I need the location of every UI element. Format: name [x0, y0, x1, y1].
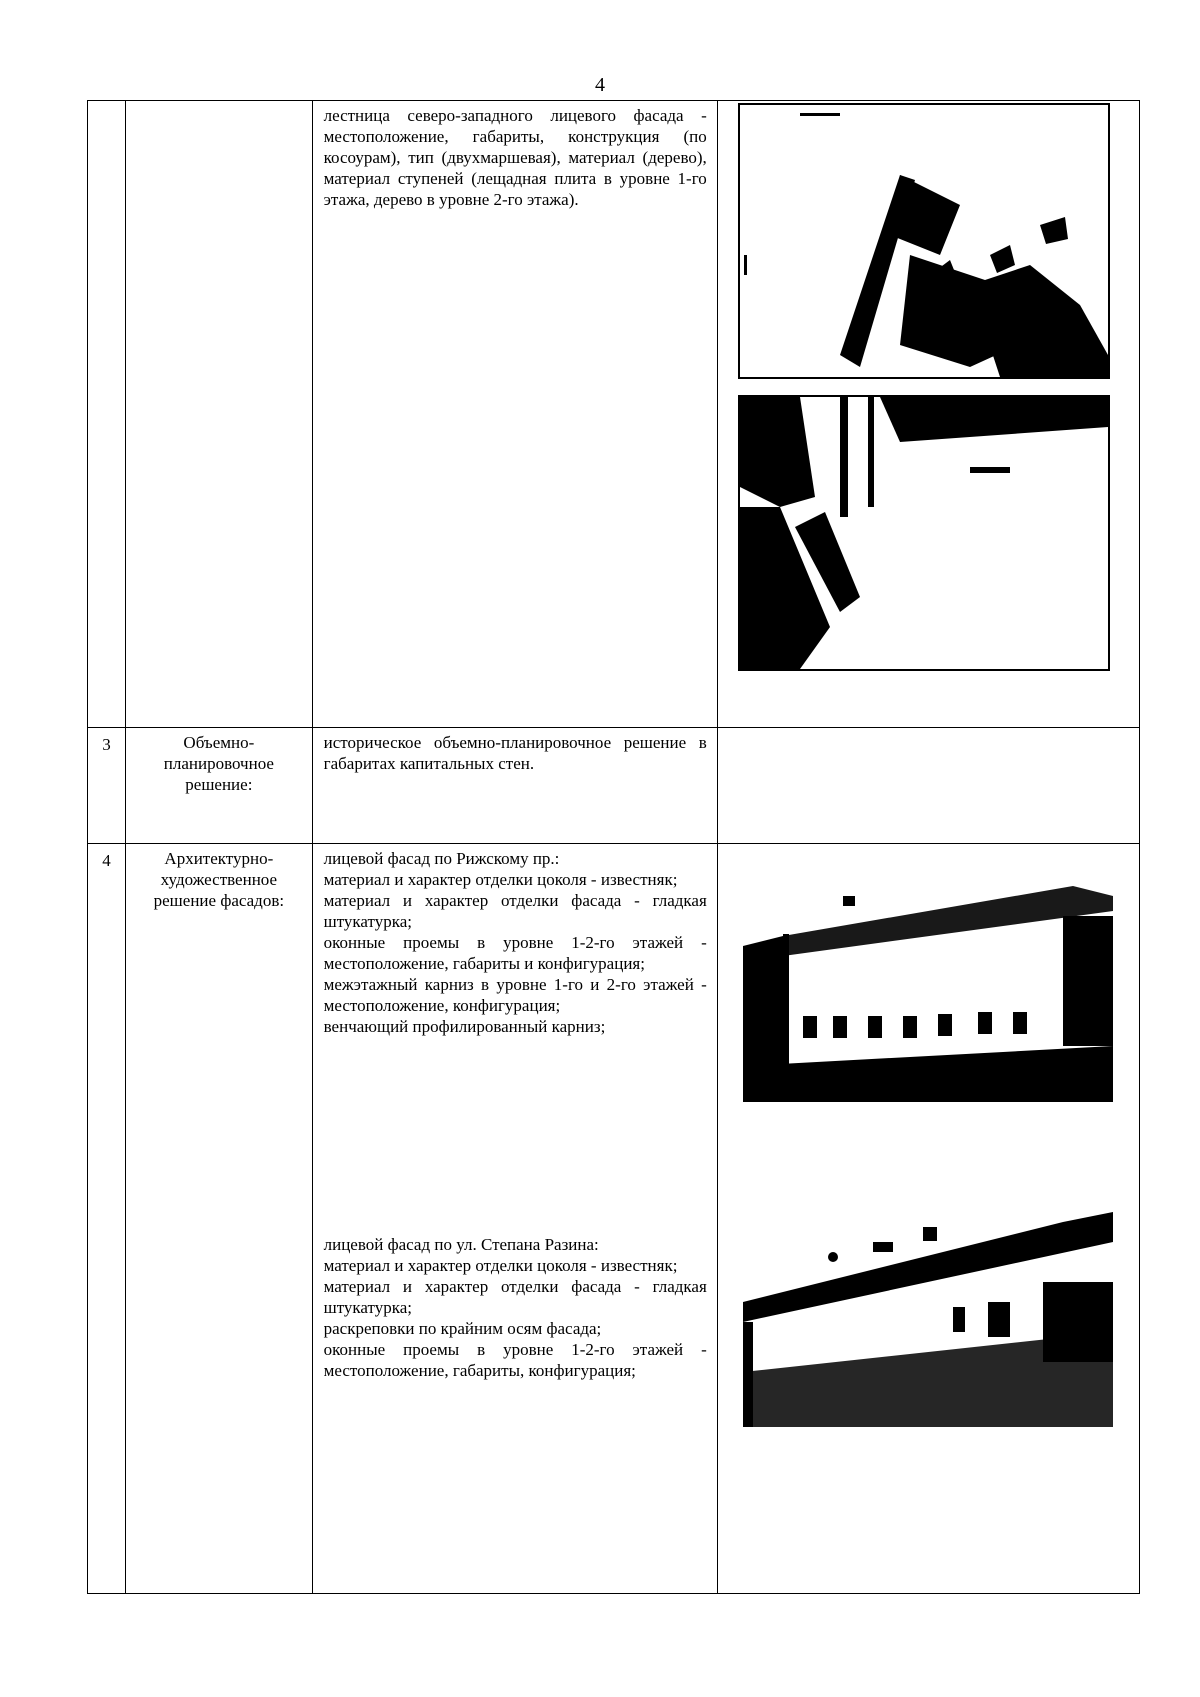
- staircase-photo-2: [738, 395, 1110, 671]
- row-name-cell: [126, 101, 313, 728]
- staircase-description: лестница северо-западного лицевого фасада - местоположение, габариты, конструкция (по косоурам), тип (двухмаршевая), материал (дерево), материал ступеней (лещадная плита в уровне 1-го этажа, дерево в уровне 2-го этажа).: [323, 106, 707, 209]
- row-name-cell: Архитектурно-художественное решение фасадов:: [126, 844, 313, 1594]
- facade-photo-riga-prospect: [743, 866, 1113, 1102]
- page-number: 4: [595, 74, 605, 96]
- row-photo-cell: [717, 101, 1139, 728]
- facade-description-block-1: лицевой фасад по Рижскому пр.: материал и характер отделки цоколя - известняк; материал и характер отделки фасада - гладкая штукатурка; оконные проемы в уровне 1-2-го этажей - местоположение, габариты и конфигурация; межэтажный карниз в уровне 1-го и 2-го этажей - местоположение, конфигурация; венчающий профилированный карниз;: [323, 849, 707, 1036]
- row-description-cell: [312, 844, 717, 1594]
- table-row: [88, 728, 1140, 844]
- row-number-cell: [88, 101, 126, 728]
- row-description-cell: [312, 728, 717, 844]
- row-number-cell: 4: [88, 844, 126, 1594]
- staircase-photo-1: [738, 103, 1110, 379]
- volume-planning-description: историческое объемно-планировочное решение в габаритах капитальных стен.: [323, 733, 707, 773]
- facade-description-block-2: лицевой фасад по ул. Степана Разина: материал и характер отделки цоколя - известняк; материал и характер отделки фасада - гладкая штукатурка; раскреповки по крайним осям фасада; оконные проемы в уровне 1-2-го этажей - местоположение, габариты, конфигурация;: [323, 1235, 707, 1380]
- row-description-cell: [312, 101, 717, 728]
- row-photo-cell: [717, 728, 1139, 844]
- row-name-cell: Объемно-планировочное решение:: [126, 728, 313, 844]
- facade-photo-stepan-razin-street: [743, 1182, 1113, 1427]
- table-row: [88, 844, 1140, 1594]
- protection-subject-table: [87, 100, 1140, 1594]
- table-row: [88, 101, 1140, 728]
- row-photo-cell: [717, 844, 1139, 1594]
- row-number-cell: 3: [88, 728, 126, 844]
